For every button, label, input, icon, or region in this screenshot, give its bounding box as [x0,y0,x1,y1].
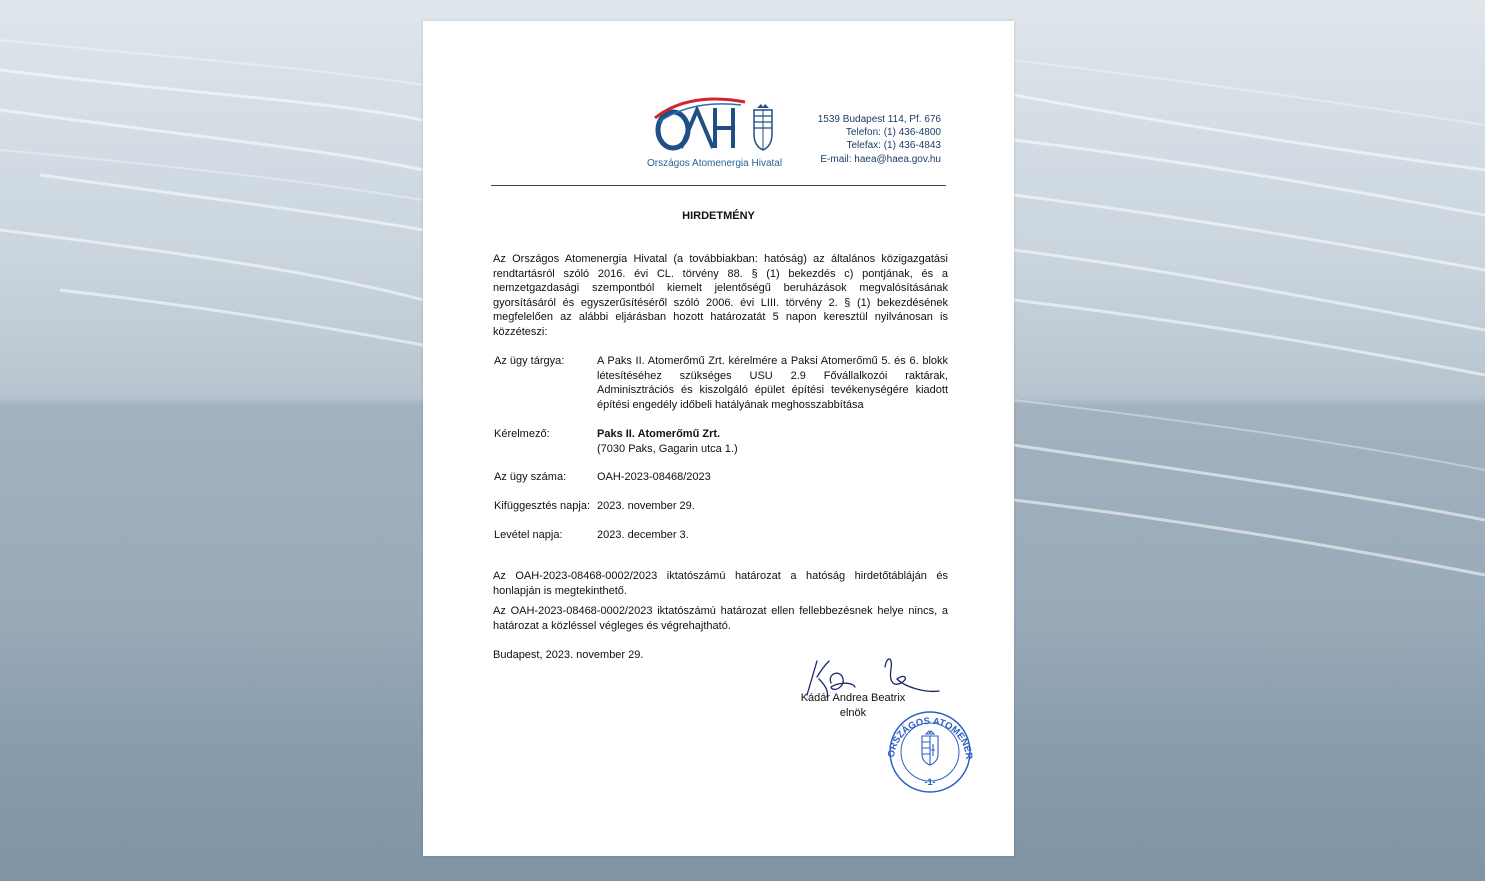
contact-block [818,113,941,166]
header-divider [491,185,946,186]
applicant-row [494,427,948,456]
agency-name: Országos Atomenergia Hivatal [647,158,783,169]
note-availability: Az OAH-2023-08468-0002/2023 iktatószámú határozat a hatóság hirdetőtábláján és honlapján is megtekinthető. [493,570,948,597]
case-number-row [494,470,948,485]
contact-address: 1539 Budapest 114, Pf. 676 [817,114,941,125]
seal-text: ORSZÁGOS ATOMENER [885,715,975,760]
applicant-value [597,427,948,456]
intro-paragraph: Az Országos Atomenergia Hivatal (a továbbiakban: hatóság) az általános közigazgatási rendtartásról szóló 2016. évi CL. törvény 88. § (1) bekezdés c) pontjának, és a nemzetgazdasági szempontból kiemelt jelentőségű beruházások megvalósításának gyorsításáról és egyszerűsítéséről szóló 2006. évi LIII. törvény 2. § (1) bekezdésének megfelelően az alábbi eljárásban hozott határozatát 5 napon keresztül nyilvánosan is közzéteszi: [493,253,948,338]
posting-date-value: 2023. november 29. [597,500,695,512]
document-title: HIRDETMÉNY [682,210,755,222]
official-seal [882,704,978,794]
applicant-label: Kérelmező: [494,428,550,440]
posting-date-row [494,499,948,514]
place-and-date: Budapest, 2023. november 29. [493,649,644,661]
removal-date-row [494,528,948,543]
signatory-role: elnök [839,707,867,719]
case-number-value: OAH-2023-08468/2023 [597,471,711,483]
applicant-name: Paks II. Atomerőmű Zrt. [597,428,721,440]
contact-email: E-mail: haea@haea.gov.hu [820,153,941,165]
applicant-address: (7030 Paks, Gagarin utca 1.) [597,442,738,455]
subject-value: A Paks II. Atomerőmű Zrt. kérelmére a Paksi Atomerőmű 5. és 6. blokk létesítéséhez szükséges USU 2.9 Fővállalkozói raktárak, Adminisztrációs és kiszolgáló épület építési tevékenységére kiadott építési engedély időbeli hatályának meghosszabbítása [597,355,948,411]
case-number-label: Az ügy száma: [494,471,567,483]
removal-date-label: Levétel napja: [494,529,563,541]
posting-date-label: Kifüggesztés napja: [494,500,591,512]
seal-number: -1- [924,777,936,787]
removal-date-value: 2023. december 3. [597,529,689,541]
signatory-name: Kádár Andrea Beatrix [800,692,906,704]
notice-document [423,21,1014,856]
subject-label: Az ügy tárgya: [494,355,565,367]
subject-row [494,354,948,412]
note-appeal: Az OAH-2023-08468-0002/2023 iktatószámú határozat ellen fellebbezésnek helye nincs, a határozat a közléssel végleges és végrehajtható. [493,605,948,632]
contact-fax: Telefax: (1) 436-4843 [846,140,941,152]
contact-phone: Telefon: (1) 436-4800 [845,127,941,139]
